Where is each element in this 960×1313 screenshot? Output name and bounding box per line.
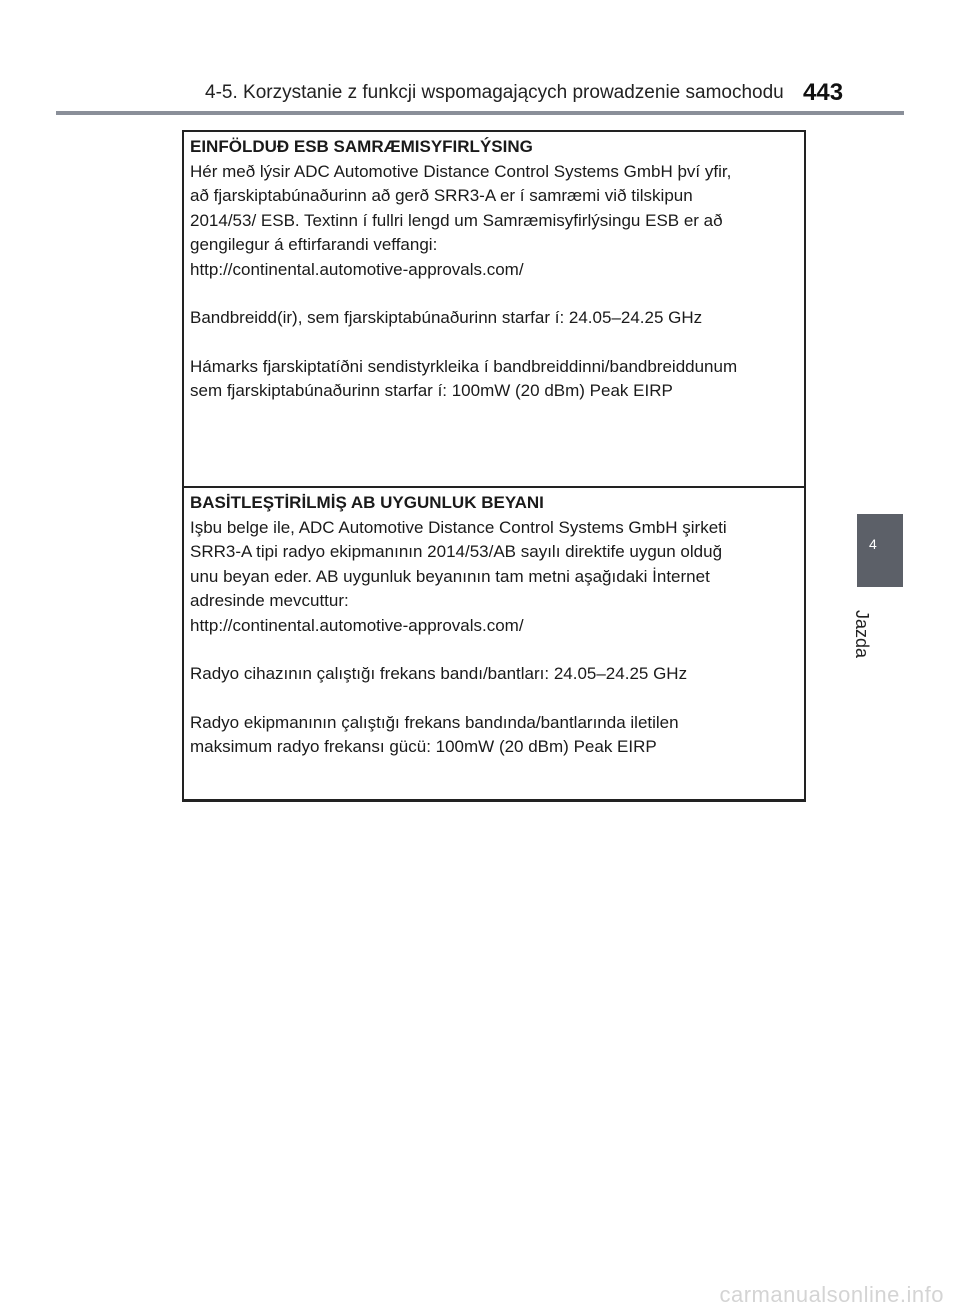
body-line: gengilegur á eftirfarandi veffangi: (190, 235, 438, 254)
chapter-tab[interactable] (857, 514, 903, 587)
power-line: Hámarks fjarskiptatíðni sendistyrkleika í bandbreiddinni/bandbreiddunum (190, 356, 738, 376)
body-line: að fjarskiptabúnaðurinn að gerð SRR3-A er í samræmi við tilskipun (190, 186, 693, 205)
section-heading: EINFÖLDUÐ ESB SAMRÆMISYFIRLÝSING (190, 137, 533, 156)
body-line: Hér með lýsir ADC Automotive Distance Control Systems GmbH því yfir, (190, 161, 732, 181)
url-line: http://continental.automotive-approvals.com/ (190, 615, 524, 635)
frequency-line: Bandbreidd(ir), sem fjarskiptabúnaðurinn starfar í: 24.05–24.25 GHz (190, 308, 703, 327)
body-line: 2014/53/ ESB. Textinn í fullri lengd um Samræmisyfirlýsingu ESB er að (190, 210, 723, 230)
icelandic-declaration-cell (184, 132, 804, 486)
page-number: 443 (803, 79, 844, 106)
body-line: unu beyan eder. AB uygunluk beyanının tam metni aşağıdaki İnternet (190, 566, 710, 586)
turkish-declaration-cell (184, 486, 804, 801)
frequency-line: Radyo cihazının çalıştığı frekans bandı/bantları: 24.05–24.25 GHz (190, 664, 688, 683)
watermark: carmanualsonline.info (719, 1282, 944, 1307)
body-line: Işbu belge ile, ADC Automotive Distance Control Systems GmbH şirketi (190, 517, 727, 537)
header-divider (56, 111, 904, 115)
power-line: maksimum radyo frekansı gücü: 100mW (20 dBm) Peak EIRP (190, 737, 657, 756)
section-heading: BASİTLEŞTİRİLMİŞ AB UYGUNLUK BEYANI (190, 493, 544, 512)
declaration-table (182, 130, 806, 802)
chapter-label-text: Jazda (852, 610, 872, 659)
power-line: Radyo ekipmanının çalıştığı frekans bandında/bantlarında iletilen (190, 712, 679, 732)
url-line: http://continental.automotive-approvals.com/ (190, 259, 524, 279)
body-line: SRR3-A tipi radyo ekipmanının 2014/53/AB sayılı direktife uygun olduğ (190, 542, 723, 561)
page-header-title: 4-5. Korzystanie z funkcji wspomagających prowadzenie samochodu (205, 82, 784, 103)
chapter-number: 4 (869, 536, 877, 552)
body-line: adresinde mevcuttur: (190, 591, 349, 610)
power-line: sem fjarskiptabúnaðurinn starfar í: 100mW (20 dBm) Peak EIRP (190, 381, 673, 400)
chapter-label (836, 592, 896, 659)
